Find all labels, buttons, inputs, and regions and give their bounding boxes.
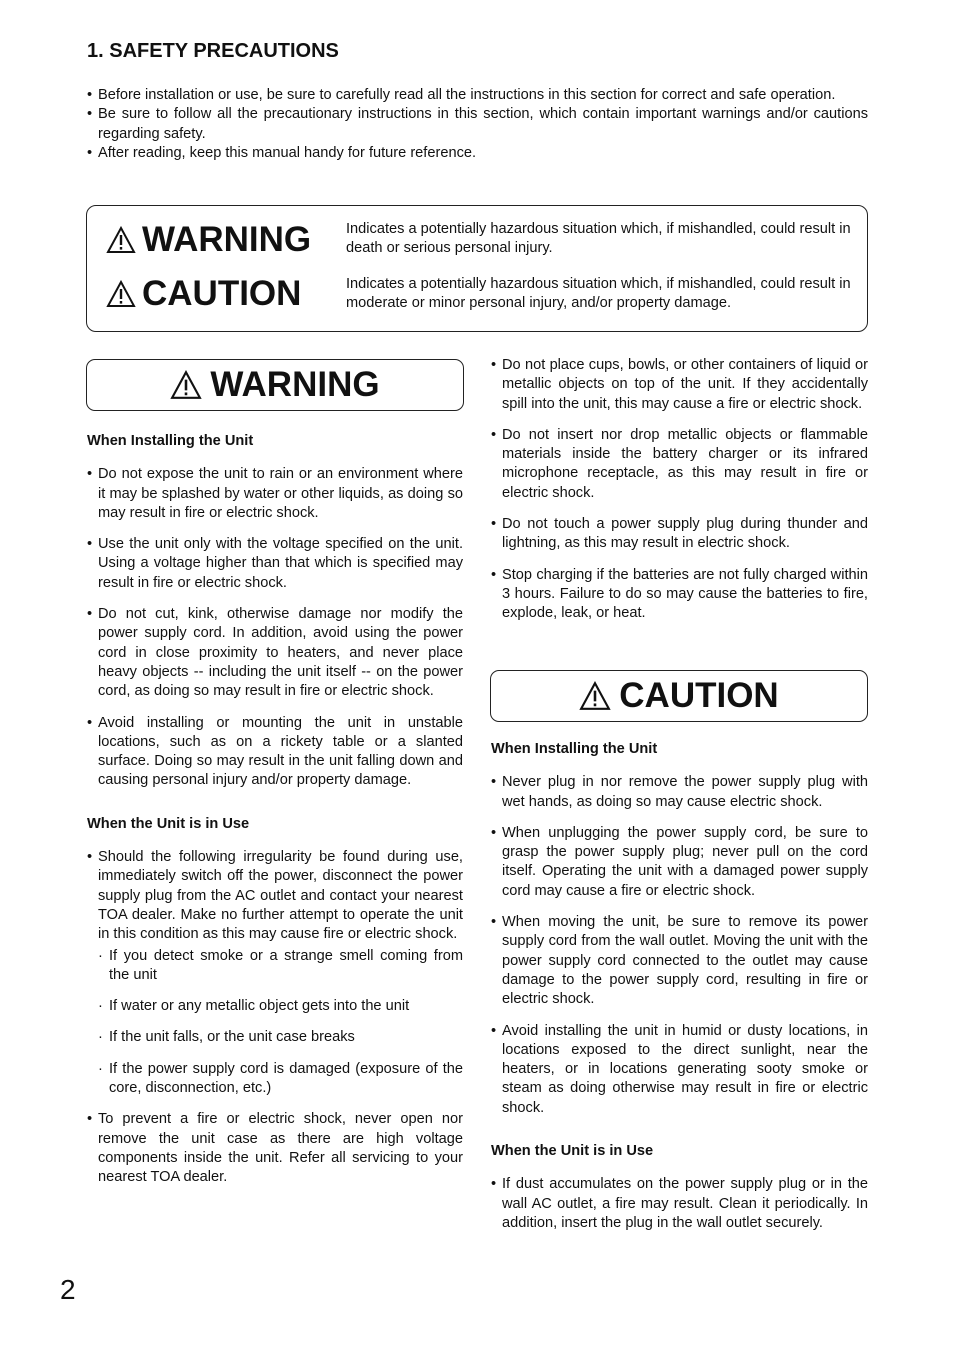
- caution-install-item: • When unplugging the power supply cord, be sure to grasp the power supply plug; never pull on the cord itself. Operating the unit with a damaged power supply cord may cause a fire or electric shock.: [491, 824, 868, 901]
- legend-caution-heading: [106, 274, 301, 314]
- warning-left-column: [87, 432, 463, 1200]
- caution-column: [491, 740, 868, 1245]
- warning-install-item: • Avoid installing or mounting the unit in unstable locations, such as on a rickety table or a slanted surface. Doing so may result in the unit falling down and causing personal injury and/or property damage.: [87, 714, 463, 791]
- caution-use-item: • If dust accumulates on the power supply plug or in the wall AC outlet, a fire may result. Clean it periodically. In addition, insert the plug in the wall outlet securely.: [491, 1175, 868, 1233]
- warning-install-item: • Use the unit only with the voltage specified on the unit. Using a voltage higher than that which is specified may result in fire or electric shock.: [87, 535, 463, 593]
- warning-item: • Do not touch a power supply plug during thunder and lightning, as this may result in electric shock.: [491, 515, 868, 554]
- warning-install-item: • Do not cut, kink, otherwise damage nor modify the power supply cord. In addition, avoid using the power cord in close proximity to heaters, and never place heavy objects -- including the unit itself -- on the power cord, as doing so may result in fire or electric shock.: [87, 605, 463, 701]
- caution-install-item: • When moving the unit, be sure to remove its power supply cord from the wall outlet. Moving the unit with the power supply cord connected to the outlet may cause damage to the power supply cord, resulting in fire or electric shock.: [491, 913, 868, 1009]
- warning-item: • Stop charging if the batteries are not fully charged within 3 hours. Failure to do so may cause the batteries to fire, explode, leak, or heat.: [491, 566, 868, 624]
- intro-item: • Be sure to follow all the precautionary instructions in this section, which contain important warnings and/or cautions regarding safety.: [87, 105, 868, 144]
- warning-use-subitem: · If you detect smoke or a strange smell coming from the unit: [98, 947, 463, 986]
- warning-install-item: • Do not expose the unit to rain or an environment where it may be splashed by water or other liquids, as doing so may result in fire or electric shock.: [87, 465, 463, 523]
- warning-use-item: • To prevent a fire or electric shock, never open nor remove the unit case as there are high voltage components inside the unit. Refer all servicing to your nearest TOA dealer.: [87, 1110, 463, 1187]
- caution-banner: [490, 670, 868, 722]
- legend-warning-heading: [106, 220, 311, 260]
- caution-triangle-icon: [106, 280, 136, 308]
- warning-install-heading: When Installing the Unit: [87, 433, 254, 449]
- caution-triangle-icon: [579, 681, 611, 711]
- warning-banner: [86, 359, 464, 411]
- warning-right-column: [491, 356, 868, 636]
- warning-title: WARNING: [210, 365, 380, 404]
- intro-item: • Before installation or use, be sure to carefully read all the instructions in this section for correct and safe operation.: [87, 86, 868, 105]
- section-title: 1. SAFETY PRECAUTIONS: [87, 40, 339, 62]
- signal-word-legend: [86, 205, 868, 332]
- legend-warning-label: WARNING: [142, 220, 312, 259]
- warning-use-subitem: · If the unit falls, or the unit case breaks: [98, 1028, 463, 1047]
- legend-caution-text: Indicates a potentially hazardous situation which, if mishandled, could result in moderate or minor personal injury, and/or property damage.: [346, 276, 851, 312]
- legend-caution-label: CAUTION: [142, 274, 302, 313]
- intro-item: • After reading, keep this manual handy for future reference.: [87, 144, 868, 163]
- caution-install-heading: When Installing the Unit: [491, 741, 658, 757]
- caution-title: CAUTION: [619, 676, 779, 715]
- caution-install-item: • Avoid installing the unit in humid or dusty locations, in locations exposed to the direct sunlight, near the heaters, or in locations generating sooty smoke or steam as doing otherwise may result in fire or electric shock.: [491, 1022, 868, 1118]
- warning-item: • Do not insert nor drop metallic objects or flammable materials inside the battery charger or its infrared microphone receptacle, as this may result in fire or electric shock.: [491, 426, 868, 503]
- warning-use-subitem: · If the power supply cord is damaged (exposure of the core, disconnection, etc.): [98, 1060, 463, 1099]
- warning-use-item: • Should the following irregularity be found during use, immediately switch off the power, disconnect the power supply plug from the AC outlet and contact your nearest TOA dealer. Make no further attempt to operate the unit in this condition as this may cause fire or electric shock.: [87, 848, 463, 944]
- legend-warning-text: Indicates a potentially hazardous situation which, if mishandled, could result in death or serious personal injury.: [346, 221, 851, 257]
- warning-triangle-icon: [170, 370, 202, 400]
- warning-triangle-icon: [106, 226, 136, 254]
- page-number: 2: [60, 1274, 76, 1305]
- warning-item: • Do not place cups, bowls, or other containers of liquid or metallic objects on top of the unit. If they accidentally spill into the unit, this may cause a fire or electric shock.: [491, 356, 868, 414]
- caution-use-heading: When the Unit is in Use: [491, 1143, 654, 1160]
- warning-use-heading: When the Unit is in Use: [87, 815, 250, 832]
- caution-install-item: • Never plug in nor remove the power supply plug with wet hands, as doing so may cause electric shock.: [491, 773, 868, 812]
- intro-list: [87, 86, 868, 163]
- warning-use-subitem: · If water or any metallic object gets into the unit: [98, 997, 463, 1016]
